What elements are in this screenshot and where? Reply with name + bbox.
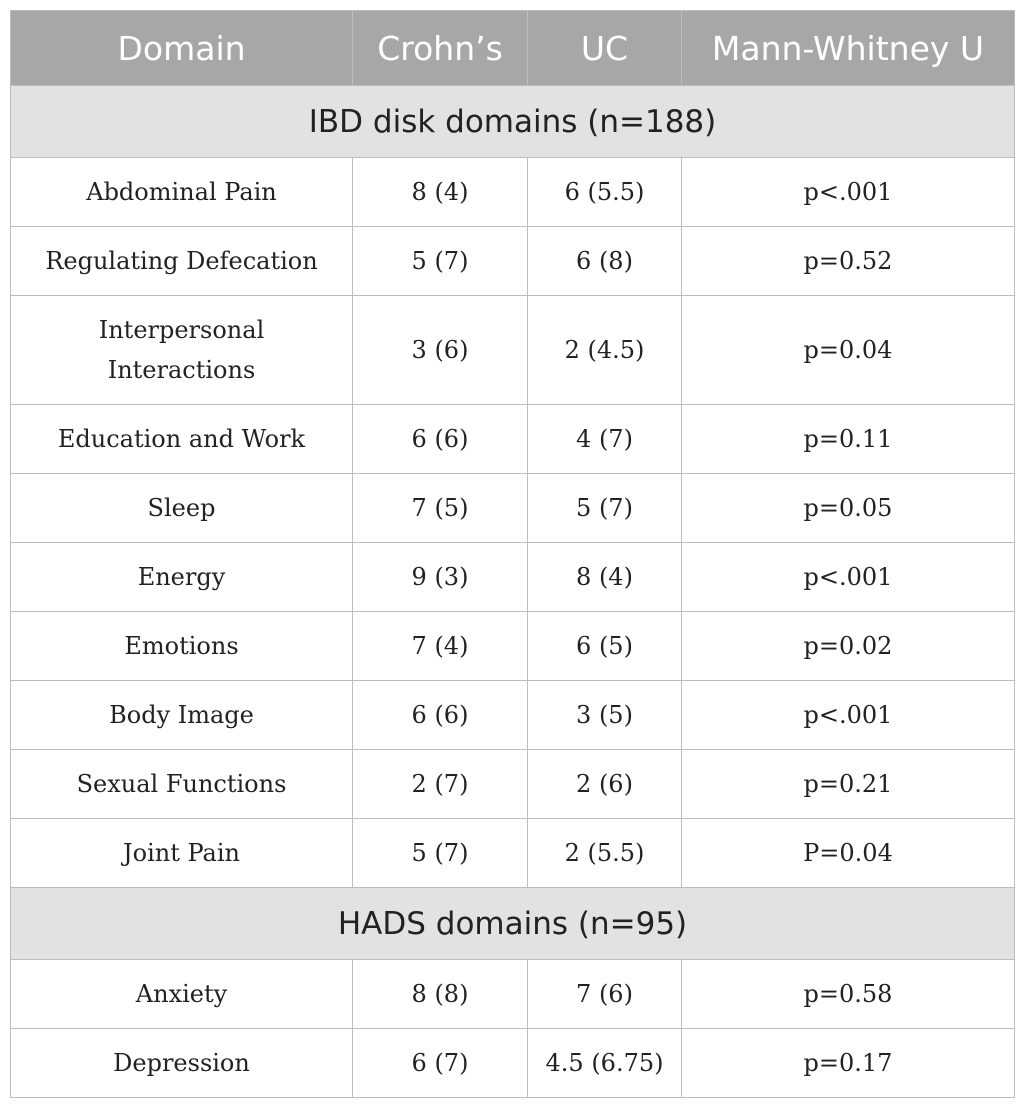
cell-crohns: 5 (7) <box>353 227 528 296</box>
cell-crohns: 7 (5) <box>353 474 528 543</box>
cell-domain: Regulating Defecation <box>11 227 353 296</box>
cell-crohns: 8 (4) <box>353 158 528 227</box>
cell-mwu: p=0.58 <box>682 960 1015 1029</box>
cell-domain: Sexual Functions <box>11 750 353 819</box>
cell-mwu: p<.001 <box>682 681 1015 750</box>
cell-mwu: p=0.04 <box>682 296 1015 405</box>
table-body <box>11 86 1015 1098</box>
table-row <box>11 543 1015 612</box>
header-row <box>11 11 1015 86</box>
cell-mwu: p=0.52 <box>682 227 1015 296</box>
table-row <box>11 1029 1015 1098</box>
cell-uc: 7 (6) <box>528 960 682 1029</box>
cell-crohns: 8 (8) <box>353 960 528 1029</box>
cell-uc: 8 (4) <box>528 543 682 612</box>
cell-uc: 6 (8) <box>528 227 682 296</box>
table-header <box>11 11 1015 86</box>
cell-mwu: p=0.21 <box>682 750 1015 819</box>
cell-crohns: 2 (7) <box>353 750 528 819</box>
cell-mwu: p<.001 <box>682 158 1015 227</box>
cell-domain: Interpersonal Interactions <box>11 296 353 405</box>
cell-uc: 6 (5) <box>528 612 682 681</box>
section-row-hads <box>11 888 1015 960</box>
cell-domain: Body Image <box>11 681 353 750</box>
cell-uc: 5 (7) <box>528 474 682 543</box>
cell-mwu: p=0.17 <box>682 1029 1015 1098</box>
section-title: HADS domains (n=95) <box>11 888 1015 960</box>
section-row-ibd-disk <box>11 86 1015 158</box>
cell-uc: 3 (5) <box>528 681 682 750</box>
table-row <box>11 750 1015 819</box>
cell-domain: Emotions <box>11 612 353 681</box>
table-row <box>11 296 1015 405</box>
cell-domain: Joint Pain <box>11 819 353 888</box>
cell-mwu: p=0.05 <box>682 474 1015 543</box>
header-crohns: Crohn’s <box>353 11 528 86</box>
cell-domain: Energy <box>11 543 353 612</box>
cell-domain: Anxiety <box>11 960 353 1029</box>
header-domain: Domain <box>11 11 353 86</box>
table-row <box>11 960 1015 1029</box>
cell-crohns: 6 (6) <box>353 681 528 750</box>
cell-mwu: p<.001 <box>682 543 1015 612</box>
cell-uc: 2 (6) <box>528 750 682 819</box>
cell-domain: Depression <box>11 1029 353 1098</box>
table-row <box>11 158 1015 227</box>
cell-crohns: 7 (4) <box>353 612 528 681</box>
table-row <box>11 474 1015 543</box>
cell-mwu: p=0.02 <box>682 612 1015 681</box>
header-uc: UC <box>528 11 682 86</box>
cell-crohns: 5 (7) <box>353 819 528 888</box>
cell-mwu: P=0.04 <box>682 819 1015 888</box>
cell-uc: 2 (4.5) <box>528 296 682 405</box>
cell-domain: Education and Work <box>11 405 353 474</box>
cell-crohns: 6 (6) <box>353 405 528 474</box>
section-title: IBD disk domains (n=188) <box>11 86 1015 158</box>
table-row <box>11 405 1015 474</box>
cell-domain: Sleep <box>11 474 353 543</box>
table-row <box>11 227 1015 296</box>
cell-uc: 4.5 (6.75) <box>528 1029 682 1098</box>
table-row <box>11 681 1015 750</box>
cell-crohns: 9 (3) <box>353 543 528 612</box>
results-table <box>10 10 1015 1098</box>
cell-domain: Abdominal Pain <box>11 158 353 227</box>
table-row <box>11 612 1015 681</box>
cell-uc: 4 (7) <box>528 405 682 474</box>
cell-uc: 6 (5.5) <box>528 158 682 227</box>
cell-crohns: 6 (7) <box>353 1029 528 1098</box>
table-row <box>11 819 1015 888</box>
header-mann-whitney-u: Mann-Whitney U <box>682 11 1015 86</box>
cell-uc: 2 (5.5) <box>528 819 682 888</box>
cell-mwu: p=0.11 <box>682 405 1015 474</box>
cell-crohns: 3 (6) <box>353 296 528 405</box>
